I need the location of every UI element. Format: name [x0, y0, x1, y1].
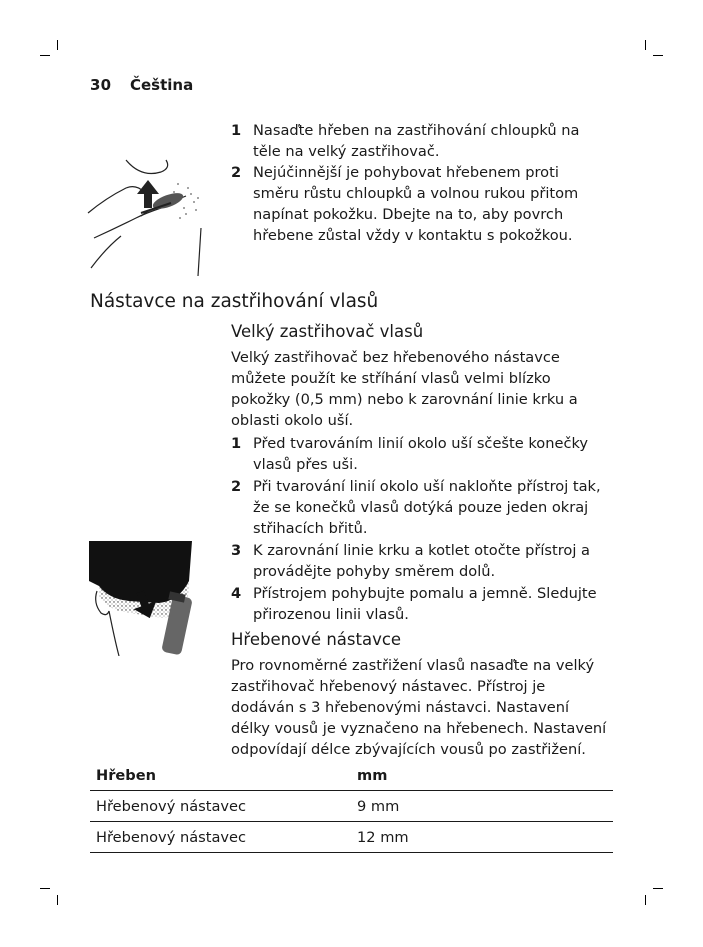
table-cell: 9 mm	[351, 791, 613, 822]
crop-mark	[40, 55, 50, 56]
subsection-heading: Velký zastřihovač vlasů	[231, 322, 424, 341]
step-number: 3	[231, 542, 242, 559]
table-row	[90, 791, 613, 822]
step-1	[231, 120, 611, 162]
page-language: Čeština	[130, 76, 194, 94]
step-text-line: K zarovnání linie krku a kotlet otočte přístroj a	[253, 542, 590, 559]
step-1	[231, 433, 611, 475]
step-text-line: provádějte pohyby směrem dolů.	[253, 563, 496, 580]
step-2	[231, 162, 611, 246]
paragraph-line: oblasti okolo uší.	[231, 412, 354, 429]
table-row	[90, 822, 613, 853]
step-text-line: Při tvarování linií okolo uší nakloňte přístroj tak,	[253, 478, 601, 495]
paragraph-line: zastřihovač hřebenový nástavec. Přístroj je	[231, 678, 546, 695]
crop-mark	[40, 888, 50, 889]
step-number: 2	[231, 164, 242, 181]
paragraph-line: odpovídají délce zbývajících vousů po zastřižení.	[231, 741, 586, 758]
comb-paragraph	[231, 655, 616, 760]
step-text-line: těle na velký zastřihovač.	[253, 143, 440, 160]
crop-mark	[57, 895, 58, 905]
step-text-line: Nejúčinnější je pohybovat hřebenem proti	[253, 164, 559, 181]
section-heading: Nástavce na zastřihování vlasů	[90, 291, 379, 312]
neckline-trimming-illustration	[89, 541, 192, 656]
page-number: 30	[90, 76, 112, 94]
crop-mark	[653, 55, 663, 56]
crop-mark	[645, 40, 646, 50]
step-text-line: že se konečků vlasů dotýká pouze jeden okraj	[253, 499, 589, 516]
table-cell: 12 mm	[351, 822, 613, 853]
table-header-row	[90, 760, 613, 791]
step-text-line: přirozenou linii vlasů.	[253, 606, 409, 623]
subsection-heading: Hřebenové nástavce	[231, 630, 402, 649]
step-text-line: směru růstu chloupků a volnou rukou přitom	[253, 185, 579, 202]
step-number: 2	[231, 478, 242, 495]
step-number: 1	[231, 122, 242, 139]
crop-mark	[645, 895, 646, 905]
step-text-line: Přístrojem pohybujte pomalu a jemně. Sledujte	[253, 585, 597, 602]
step-text-line: vlasů přes uši.	[253, 456, 358, 473]
chest-trimming-illustration	[86, 158, 211, 278]
intro-paragraph	[231, 347, 616, 431]
step-text-line: hřebene zůstal vždy v kontaktu s pokožkou.	[253, 227, 573, 244]
paragraph-line: délky vousů je vyznačeno na hřebenech. Nastavení	[231, 720, 607, 737]
paragraph-line: dodáván s 3 hřebenovými nástavci. Nastavení	[231, 699, 570, 716]
step-number: 4	[231, 585, 242, 602]
comb-settings-table	[90, 760, 613, 853]
paragraph-line: pokožky (0,5 mm) nebo k zarovnání linie krku a	[231, 391, 578, 408]
paragraph-line: můžete použít ke stříhání vlasů velmi blízko	[231, 370, 551, 387]
step-number: 1	[231, 435, 242, 452]
crop-mark	[57, 40, 58, 50]
step-4	[231, 583, 611, 625]
crop-mark	[653, 888, 663, 889]
step-2	[231, 476, 611, 539]
table-cell: Hřebenový nástavec	[90, 822, 351, 853]
paragraph-line: Velký zastřihovač bez hřebenového nástavce	[231, 349, 560, 366]
step-text-line: napínat pokožku. Dbejte na to, aby povrch	[253, 206, 564, 223]
step-text-line: střihacích břitů.	[253, 520, 368, 537]
paragraph-line: Pro rovnoměrné zastřižení vlasů nasaďte na velký	[231, 657, 595, 674]
step-3	[231, 540, 611, 582]
step-text-line: Nasaďte hřeben na zastřihování chloupků na	[253, 122, 580, 139]
table-header-cell: mm	[351, 760, 613, 791]
step-text-line: Před tvarováním linií okolo uší sčešte konečky	[253, 435, 589, 452]
table-header-cell: Hřeben	[90, 760, 351, 791]
table-cell: Hřebenový nástavec	[90, 791, 351, 822]
